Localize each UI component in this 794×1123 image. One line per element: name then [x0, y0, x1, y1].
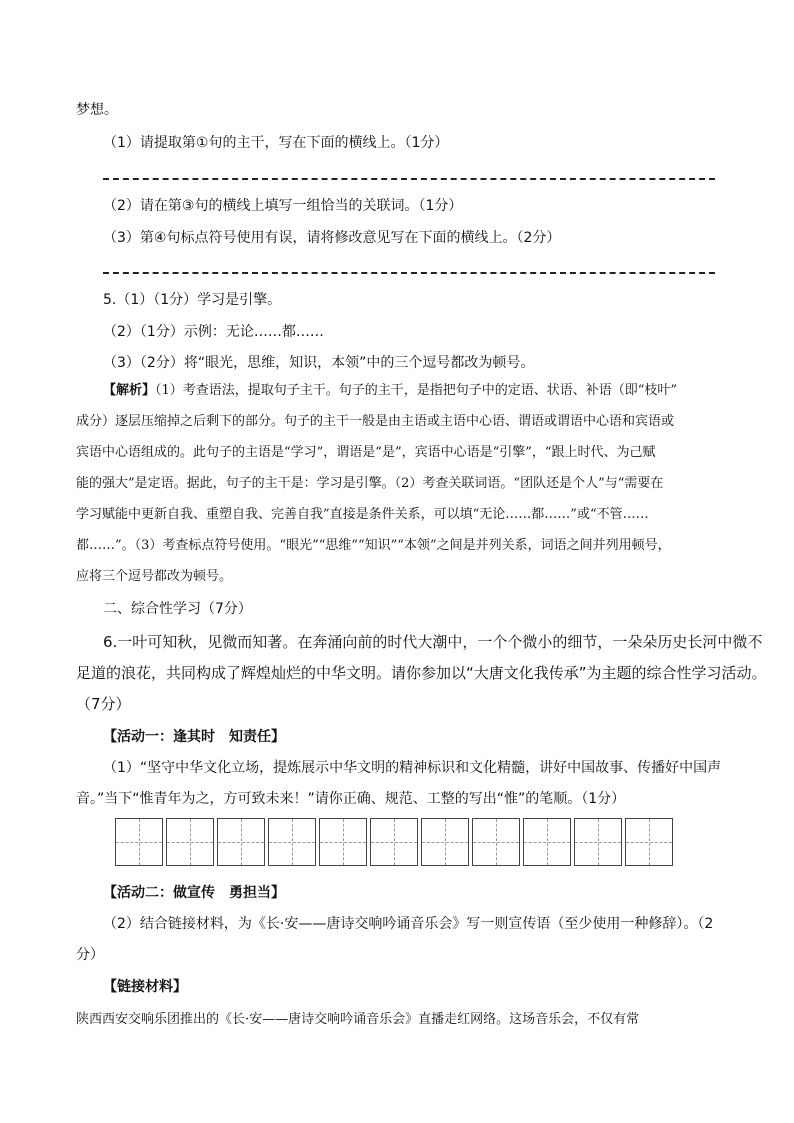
answer-2: （2）（1分）示例：无论……都……	[103, 324, 324, 340]
question-1: （1）请提取第①句的主干，写在下面的横线上。（1分）	[103, 135, 449, 151]
link-heading: 【链接材料】	[103, 979, 187, 995]
analysis-line-7: 应将三个逗号都改为顿号。	[76, 569, 233, 584]
answer-line-2	[103, 272, 715, 274]
question-2: （2）请在第③句的横线上填写一组恰当的关联词。（1分）	[103, 198, 463, 214]
analysis-label: 【解析】	[103, 383, 156, 398]
section-heading: 二、综合性学习（7分）	[103, 601, 252, 617]
analysis-line-5: 学习赋能中更新自我、重塑自我、完善自我”直接是条件关系，可以填“无论……都……”或“不管……	[76, 507, 649, 522]
answer-1: 5.（1）（1分）学习是引擎。	[103, 292, 282, 308]
text-line: 梦想。	[76, 102, 118, 118]
question-2b: 分）	[76, 947, 104, 963]
question-2a: （2）结合链接材料，为《长·安——唐诗交响吟诵音乐会》写一则宣传语（至少使用一种修辞）。（2	[103, 916, 714, 932]
grid-cell[interactable]	[370, 818, 418, 866]
analysis-line-4: 能的强大”是定语。据此，句子的主干是：学习是引擎。（2）考查关联词语。“团队还是个人”与“需要在	[76, 476, 664, 491]
question-3: （3）第④句标点符号使用有误，请将修改意见写在下面的横线上。（2分）	[103, 230, 561, 246]
question-1b: 音。”当下“惟青年为之，方可致未来！”请你正确、规范、工整的写出“惟”的笔顺。（1分）	[76, 791, 626, 807]
grid-cell[interactable]	[319, 818, 367, 866]
analysis-line-3: 宾语中心语组成的。此句子的主语是“学习”，谓语是“是”，宾语中心语是“引擎”，“跟上时代、为己赋	[76, 445, 656, 460]
activity-2-heading: 【活动二：做宣传 勇担当】	[103, 885, 285, 901]
prompt-line-2: 足道的浪花，共同构成了辉煌灿烂的中华文明。请你参加以“大唐文化我传承”为主题的综合性学习活动。	[76, 664, 767, 682]
prompt-line-3: （7分）	[76, 695, 131, 713]
answer-line-1	[103, 178, 715, 180]
analysis-line-6: 都……”。（3）考查标点符号使用。“眼光”“思维”“知识”“本领”之间是并列关系，词语之间并列用顿号，	[76, 538, 671, 553]
answer-3: （3）（2分）将“眼光，思维，知识，本领”中的三个逗号都改为顿号。	[103, 355, 535, 371]
grid-cell[interactable]	[574, 818, 622, 866]
grid-cell[interactable]	[217, 818, 265, 866]
grid-cell[interactable]	[268, 818, 316, 866]
writing-grid	[115, 818, 673, 866]
question-1a: （1）“坚守中华文化立场，提炼展示中华文明的精神标识和文化精髓，讲好中国故事、传播好中国声	[103, 760, 722, 776]
grid-cell[interactable]	[166, 818, 214, 866]
grid-cell[interactable]	[523, 818, 571, 866]
grid-cell[interactable]	[625, 818, 673, 866]
material-line: 陕西西安交响乐团推出的《长·安——唐诗交响吟诵音乐会》直播走红网络。这场音乐会，不仅有常	[76, 1012, 640, 1027]
analysis-line-1: 【解析】（1）考查语法，提取句子主干。句子的主干，是指把句子中的定语、状语、补语（即“枝叶”	[103, 383, 678, 398]
analysis-line-2: 成分）逐层压缩掉之后剩下的部分。句子的主干一般是由主语或主语中心语、谓语或谓语中心语和宾语或	[76, 414, 675, 429]
grid-cell[interactable]	[115, 818, 163, 866]
prompt-line-1: 6.一叶可知秋，见微而知著。在奔涌向前的时代大潮中，一个个微小的细节，一朵朵历史长河中微不	[103, 633, 763, 651]
grid-cell[interactable]	[472, 818, 520, 866]
activity-1-heading: 【活动一：逢其时 知责任】	[103, 729, 285, 745]
grid-cell[interactable]	[421, 818, 469, 866]
